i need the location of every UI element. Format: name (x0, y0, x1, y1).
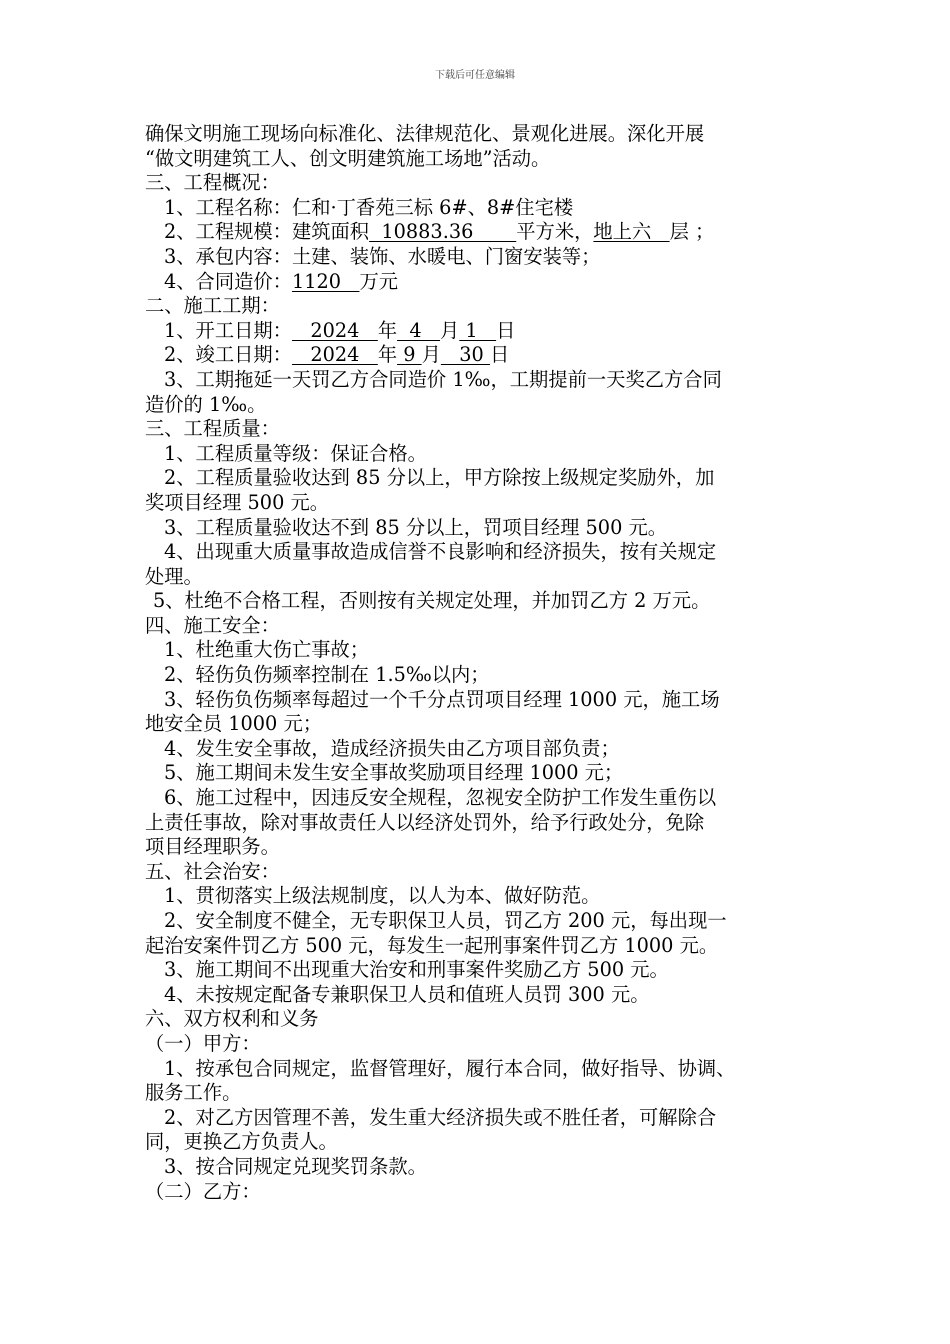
text-line: 3、承包内容：土建、装饰、水暖电、门窗安装等； (164, 244, 601, 268)
building-area-value: 10883.36 (369, 220, 517, 244)
end-prefix: 2、竣工日期： (164, 343, 292, 367)
text-line: 1、工程名称：仁和·丁香苑三标 6#、8#住宅楼 (164, 195, 574, 219)
text-line: 起治安案件罚乙方 500 元，每发生一起刑事案件罚乙方 1000 元。 (145, 933, 719, 957)
start-month-unit: 月 (440, 318, 460, 342)
text-line: 1、工程质量等级：保证合格。 (164, 441, 427, 465)
section-heading: 四、施工安全： (145, 613, 280, 637)
text-line: 上责任事故，除对事故责任人以经济处罚外，给予行政处分，免除 (145, 810, 705, 834)
text-line: 5、施工期间未发生安全事故奖励项目经理 1000 元； (164, 761, 624, 785)
end-month-value: 9 (397, 343, 422, 367)
project-scale-line (145, 220, 820, 245)
text-line: 奖项目经理 500 元。 (145, 490, 330, 514)
floors-value: 地上六 (593, 220, 670, 244)
start-year-value: 2024 (291, 318, 378, 342)
text-line: 1、杜绝重大伤亡事故； (164, 638, 370, 662)
text-line: 2、对乙方因管理不善，发生重大经济损失或不胜任者，可解除合 (164, 1105, 717, 1129)
text-line: 服务工作。 (145, 1081, 242, 1105)
start-month-value: 4 (397, 318, 441, 342)
text-line: 确保文明施工现场向标准化、法律规范化、景观化进展。深化开展 (145, 122, 705, 145)
text-line: 1、按承包合同规定，监督管理好，履行本合同，做好指导、协调、 (164, 1056, 736, 1080)
subsection-heading: （一）甲方： (145, 1031, 261, 1055)
start-day-value: 1 (459, 318, 497, 342)
start-date-line (145, 319, 820, 344)
section-heading: 三、工程质量： (145, 417, 280, 441)
price-suffix: 万元 (359, 269, 398, 293)
text-line: 6、施工过程中，因违反安全规程，忽视安全防护工作发生重伤以 (164, 786, 717, 810)
text-line: 3、工程质量验收达不到 85 分以上，罚项目经理 500 元。 (164, 515, 668, 539)
start-day-unit: 日 (496, 318, 516, 342)
text-line: 3、施工期间不出现重大治安和刑事案件奖励乙方 500 元。 (164, 958, 669, 982)
section-heading: 五、社会治安： (145, 859, 280, 883)
section-heading: 二、施工工期： (145, 294, 280, 318)
start-year-unit: 年 (377, 318, 398, 342)
text-line: 地安全员 1000 元； (145, 712, 323, 736)
text-line: 2、轻伤负伤频率控制在 1.5‰以内； (164, 663, 490, 687)
text-line: 项目经理职务。 (145, 835, 280, 859)
end-year-unit: 年 (377, 343, 398, 367)
end-day-value: 30 (440, 343, 490, 367)
subsection-heading: （二）乙方： (145, 1179, 261, 1203)
end-year-value: 2024 (291, 343, 378, 367)
scale-suffix: 层 ； (669, 220, 715, 244)
price-amount-value: 1120 (291, 269, 360, 293)
text-line: 4、未按规定配备专兼职保卫人员和值班人员罚 300 元。 (164, 982, 650, 1006)
text-line: 造价的 1‰。 (145, 392, 267, 416)
text-line: 4、出现重大质量事故造成信誉不良影响和经济损失，按有关规定 (164, 540, 717, 564)
text-line: 5、杜绝不合格工程，否则按有关规定处理，并加罚乙方 2 万元。 (153, 589, 711, 613)
section-heading: 六、双方权利和义务 (145, 1007, 319, 1031)
text-line: 1、贯彻落实上级法规制度，以人为本、做好防范。 (164, 884, 601, 908)
text-line: 2、安全制度不健全，无专职保卫人员，罚乙方 200 元，每出现一 (164, 909, 727, 932)
text-line: 同，更换乙方负责人。 (145, 1130, 338, 1154)
text-line: 3、按合同规定兑现奖罚条款。 (164, 1154, 427, 1178)
scale-mid: 平方米， (516, 220, 594, 244)
text-line: 4、发生安全事故，造成经济损失由乙方项目部负责； (164, 736, 620, 760)
end-month-unit: 月 (421, 343, 441, 367)
text-line: 2、工程质量验收达到 85 分以上，甲方除按上级规定奖励外，加 (164, 466, 715, 490)
text-line: 处理。 (145, 564, 203, 588)
text-line: 3、轻伤负伤频率每超过一个千分点罚项目经理 1000 元，施工场 (164, 687, 720, 711)
start-prefix: 1、开工日期： (164, 318, 292, 342)
end-date-line (145, 343, 820, 368)
document-body (145, 122, 820, 1204)
section-heading: 三、工程概况： (145, 171, 280, 195)
contract-price-line (145, 270, 820, 295)
text-line: “做文明建筑工人、创文明建筑施工场地”活动。 (145, 146, 551, 170)
text-line: 3、工期拖延一天罚乙方合同造价 1‰，工期提前一天奖乙方合同 (164, 367, 722, 391)
scale-prefix: 2、工程规模：建筑面积 (164, 220, 370, 244)
end-day-unit: 日 (489, 343, 510, 367)
price-prefix: 4、合同造价： (164, 269, 292, 293)
page-header: 下载后可任意编辑 (435, 70, 515, 81)
